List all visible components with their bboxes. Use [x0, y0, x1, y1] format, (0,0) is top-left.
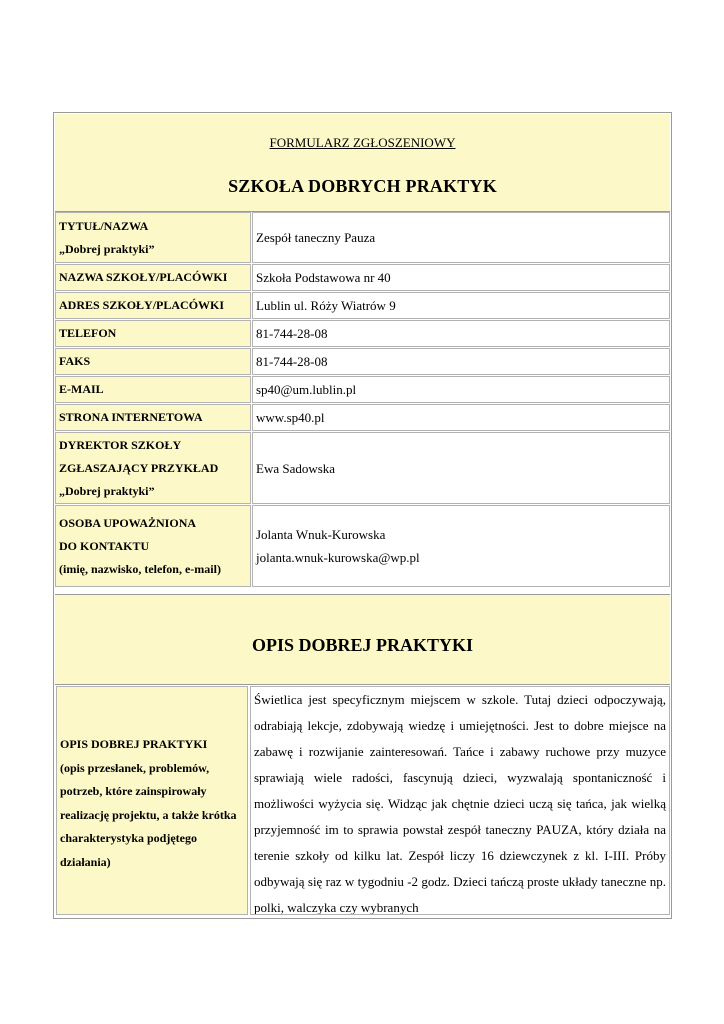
form-frame	[53, 112, 672, 919]
row-value: Ewa Sadowska	[252, 432, 670, 504]
row-label: OSOBA UPOWAŻNIONA DO KONTAKTU (imię, nazwisko, telefon, e-mail)	[55, 505, 251, 587]
table-row	[55, 348, 670, 375]
row-label: NAZWA SZKOŁY/PLACÓWKI	[55, 264, 251, 291]
row-value: Jolanta Wnuk-Kurowska jolanta.wnuk-kurowska@wp.pl	[252, 505, 670, 587]
row-value: 81-744-28-08	[252, 348, 670, 375]
description-label: OPIS DOBREJ PRAKTYKI (opis przesłanek, problemów, potrzeb, które zainspirowały realizację projektu, a także krótka charakterystyka podjętego działania)	[56, 686, 248, 915]
row-value: www.sp40.pl	[252, 404, 670, 431]
table-row	[55, 212, 670, 263]
table-row	[55, 404, 670, 431]
row-label: ADRES SZKOŁY/PLACÓWKI	[55, 292, 251, 319]
row-label: DYREKTOR SZKOŁY ZGŁASZAJĄCY PRZYKŁAD „Dobrej praktyki”	[55, 432, 251, 504]
row-value: 81-744-28-08	[252, 320, 670, 347]
section-header	[55, 594, 670, 685]
row-value: Lublin ul. Róży Wiatrów 9	[252, 292, 670, 319]
row-label: STRONA INTERNETOWA	[55, 404, 251, 431]
row-label: TYTUŁ/NAZWA „Dobrej praktyki”	[55, 212, 251, 263]
form-title: SZKOŁA DOBRYCH PRAKTYK	[228, 176, 497, 196]
description-text: Świetlica jest specyficznym miejscem w szkole. Tutaj dzieci odpoczywają, odrabiają lekcje, zdobywają wiedzę i umiejętności. Jest to dobre miejsce na zabawę i rozwijanie zainteresowań. Tańce i zabawy ruchowe przy muzyce sprawiają wiele radości, fascynują dzieci, wyzwalają spontaniczność i możliwości wyżycia się. Widząc jak chętnie dzieci uczą się tańca, jak wielką przyjemność im to sprawia powstał zespół taneczny PAUZA, który działa na terenie szkoły od kilku lat. Zespół liczy 16 dziewczynek z kl. I-III. Próby odbywają się raz w tygodniu -2 godz. Dzieci tańczą proste układy taneczne np. polki, walczyka czy wybranych	[250, 686, 670, 915]
table-row	[55, 292, 670, 319]
section-title: OPIS DOBREJ PRAKTYKI	[251, 635, 474, 655]
table-row	[55, 264, 670, 291]
row-value: Zespół taneczny Pauza	[252, 212, 670, 263]
form-header	[55, 114, 670, 212]
form-label: FORMULARZ ZGŁOSZENIOWY	[269, 135, 456, 150]
row-label: TELEFON	[55, 320, 251, 347]
row-label: FAKS	[55, 348, 251, 375]
info-table	[54, 211, 671, 588]
row-label: E-MAIL	[55, 376, 251, 403]
table-row	[55, 505, 670, 587]
table-row	[55, 320, 670, 347]
table-row	[55, 376, 670, 403]
table-row	[55, 432, 670, 504]
row-value: sp40@um.lublin.pl	[252, 376, 670, 403]
row-value: Szkoła Podstawowa nr 40	[252, 264, 670, 291]
